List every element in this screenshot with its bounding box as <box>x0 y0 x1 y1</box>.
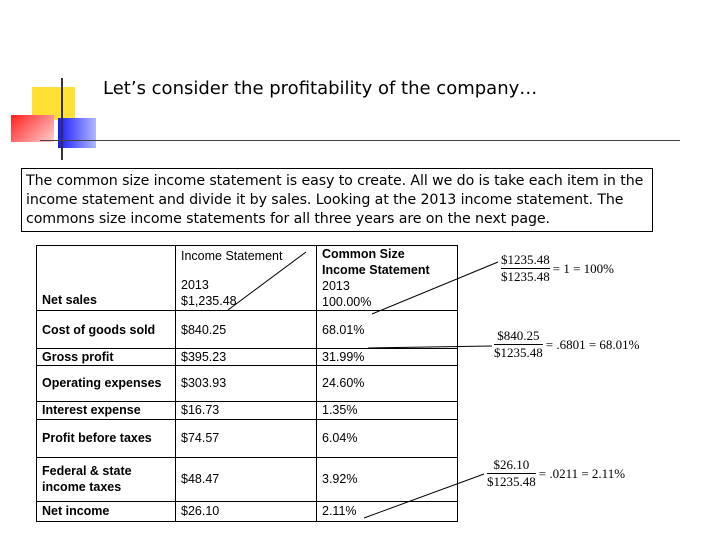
row-label-federal-state-income-taxes: Federal & state income taxes <box>37 457 176 501</box>
formula-numerator: $840.25 <box>494 329 543 345</box>
percent-federal-state-income-taxes: 3.92% <box>317 457 458 501</box>
amount-gross-profit: $395.23 <box>176 349 317 366</box>
formula-result: = .0211 = 2.11% <box>538 465 626 481</box>
amount-federal-state-income-taxes: $48.47 <box>176 457 317 501</box>
amount-profit-before-taxes: $74.57 <box>176 419 317 457</box>
row-label-net-sales: Net sales <box>42 293 97 308</box>
amount-cost-of-goods-sold: $840.25 <box>176 311 317 349</box>
amount-net-sales: $1,235.48 <box>181 293 237 308</box>
amount-operating-expenses: $303.93 <box>176 366 317 401</box>
percent-net-sales: 100.00% <box>322 295 372 310</box>
col-header-year-2: 2013 <box>322 279 350 294</box>
percent-net-income: 2.11% <box>317 501 458 521</box>
arrow-net-sales-to-amount <box>228 252 306 310</box>
col-header-common-size: Common Size <box>322 247 405 262</box>
col-header-income-statement: Income Statement <box>181 248 283 263</box>
percent-interest-expense: 1.35% <box>317 401 458 419</box>
row-label-operating-expenses: Operating expenses <box>37 366 176 401</box>
formula-numerator: $26.10 <box>487 458 536 474</box>
formula-denominator: $1235.48 <box>501 269 550 284</box>
page-title: Let’s consider the profitability of the company… <box>103 78 538 99</box>
intro-text-box: The common size income statement is easy to create. All we do is take each item in the income statement and divide it by sales. Looking at the 2013 income statement. The commons size income statements for all three years are on the next page. <box>21 168 653 232</box>
formula-denominator: $1235.48 <box>494 345 543 360</box>
row-label-interest-expense: Interest expense <box>37 401 176 419</box>
formula-denominator: $1235.48 <box>487 474 536 489</box>
formula-result: = .6801 = 68.01% <box>545 336 640 352</box>
percent-operating-expenses: 24.60% <box>317 366 458 401</box>
arrow-net-sales <box>372 262 498 314</box>
amount-interest-expense: $16.73 <box>176 401 317 419</box>
row-label-net-income: Net income <box>37 501 176 521</box>
formula-numerator: $1235.48 <box>501 252 550 267</box>
percent-profit-before-taxes: 6.04% <box>317 419 458 457</box>
percent-gross-profit: 31.99% <box>317 349 458 366</box>
arrow-cost-of-goods-sold <box>368 346 492 348</box>
row-label-cost-of-goods-sold: Cost of goods sold <box>37 311 176 349</box>
row-label-gross-profit: Gross profit <box>37 349 176 366</box>
arrow-net-income <box>364 474 484 518</box>
col-header-year: 2013 <box>181 277 209 292</box>
formula-result: = 1 = 100% <box>552 260 614 276</box>
col-header-income-statement-2: Income Statement <box>322 263 430 278</box>
row-label-profit-before-taxes: Profit before taxes <box>37 419 176 457</box>
percent-cost-of-goods-sold: 68.01% <box>317 311 458 349</box>
amount-net-income: $26.10 <box>176 501 317 521</box>
